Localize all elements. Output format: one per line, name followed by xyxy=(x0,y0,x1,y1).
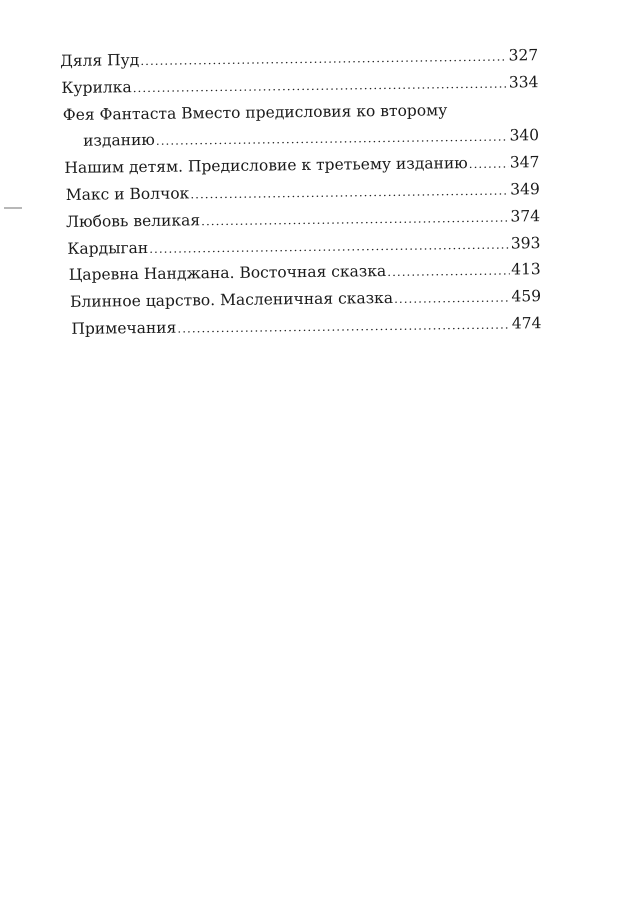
toc-entry-page: 374 xyxy=(510,206,541,226)
toc-entry-title: Макс и Волчок xyxy=(65,184,190,204)
toc-dot-leader xyxy=(190,178,509,209)
toc-entry-page: 413 xyxy=(511,260,541,279)
toc-dot-leader xyxy=(387,258,510,286)
toc-entry-page: 340 xyxy=(509,126,540,145)
toc-dot-leader xyxy=(469,151,509,178)
toc-entry-title-line: Фея Фантаста Вместо предисловия ко второму xyxy=(62,100,448,124)
toc-entry-title: Нашим детям. Предисловие к третьему изданию xyxy=(64,154,468,178)
toc-entry xyxy=(71,310,541,343)
toc-entry-title: Кардыган xyxy=(67,238,149,258)
toc-entry-page: 327 xyxy=(508,46,539,65)
scan-artifact-mark xyxy=(4,207,22,209)
toc-entry-title: изданию xyxy=(83,131,155,151)
toc-entry-title: Блинное царство. Масленичная сказка xyxy=(69,289,394,312)
toc-entry-page: 334 xyxy=(508,72,539,92)
toc-entry-title: Курилка xyxy=(61,77,132,97)
toc-entry-title: Любовь великая xyxy=(66,211,201,231)
toc-entry-page: 459 xyxy=(511,287,542,306)
table-of-contents xyxy=(60,42,542,343)
toc-entry-page: 347 xyxy=(509,153,540,172)
toc-entry-title: Примечания xyxy=(71,318,177,338)
toc-entry-page: 474 xyxy=(511,314,542,333)
toc-dot-leader xyxy=(132,70,508,101)
toc-entry-title: Дяля Пуд xyxy=(60,51,140,70)
toc-entry xyxy=(83,123,539,155)
toc-entry-page: 393 xyxy=(510,233,541,253)
toc-entry-title: Царевна Нанджана. Восточная сказка xyxy=(68,262,387,285)
toc-dot-leader xyxy=(394,285,511,313)
toc-dot-leader xyxy=(177,311,511,342)
toc-entry-page: 349 xyxy=(510,180,540,199)
toc-dot-leader xyxy=(201,204,510,235)
